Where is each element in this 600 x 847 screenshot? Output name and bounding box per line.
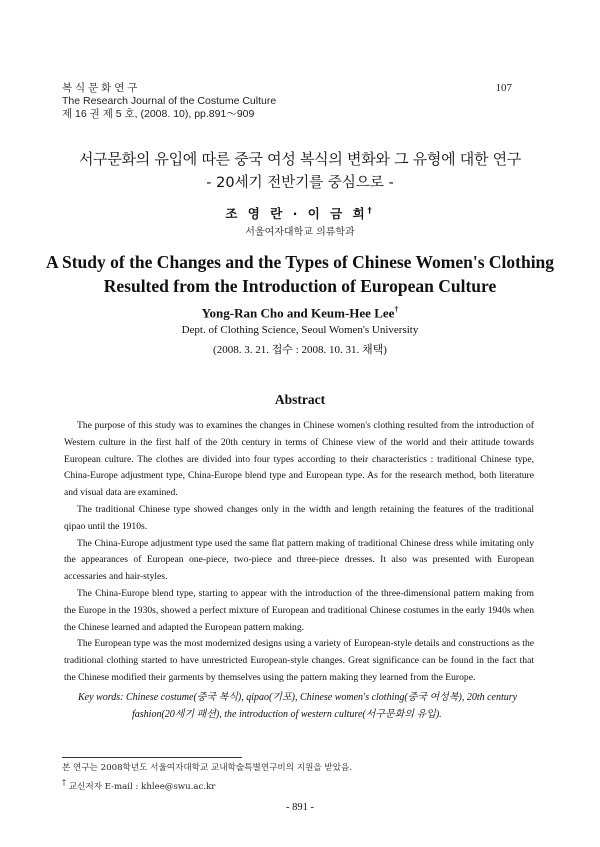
abstract-paragraph: The purpose of this study was to examines the changes in Chinese women's clothing resulted from the introduction of Western culture in the first half of the 20th century in terms of Chinese view of the world and their attitude towards European culture. The clothes are divided into four types according to their characteristics : traditional Chinese type, China-Europe adjustment type, China-Europe blend type and European type. As for the research method, both literature and visual data are examined.: [64, 420, 534, 499]
abstract-heading: Abstract: [274, 392, 326, 407]
english-affiliation: Dept. of Clothing Science, Seoul Women's University: [181, 324, 419, 336]
english-authors: [0, 305, 600, 321]
english-author-mark: †: [394, 305, 399, 314]
abstract-paragraph: The China-Europe adjustment type used the same flat pattern making of traditional Chinese dress while imitating only the appearances of European one-piece, two-piece and three-piece dresses. It also was presented with European accessaries and hair-styles.: [64, 537, 534, 583]
keywords-line2: fashion(20세기 패션), the introduction of western culture(서구문화의 유입).: [132, 709, 442, 720]
journal-english-name: The Research Journal of the Costume Culture: [62, 95, 277, 107]
abstract-paragraph: The European type was the most modernized designs using a variety of European-style details and constructions as the traditional clothing started to have unrestricted European-style changes. Great significance can be found in the fact that the Chinese modified their garments by themselves using the pattern making they learned from the Europe.: [64, 638, 534, 683]
page-number: 107: [495, 82, 512, 94]
journal-korean-name: 복 식 문 화 연 구: [62, 82, 138, 94]
abstract-paragraph: The traditional Chinese type showed changes only in the width and length retaining the features of the traditional qipao until the 1910s.: [64, 503, 534, 532]
volume-info: 제 16 권 제 5 호, (2008. 10), pp.891～909: [62, 108, 255, 120]
corresponding-footnote: [62, 776, 215, 794]
keywords: [78, 689, 548, 723]
footnote-divider: [62, 757, 242, 758]
korean-authors: [0, 204, 600, 222]
english-authors-names: Yong-Ran Cho and Keum-Hee Lee: [201, 305, 395, 321]
bottom-page-number: - 891 -: [286, 802, 314, 813]
corresponding-mark: †: [62, 778, 66, 787]
korean-author-mark: †: [367, 205, 375, 215]
funding-footnote: 본 연구는 2008학년도 서울여자대학교 교내학술특별연구비의 지원을 받았음.: [62, 763, 353, 773]
abstract-body: [64, 418, 534, 687]
english-title: [0, 250, 600, 298]
corresponding-email: 교신저자 E-mail : khlee@swu.ac.kr: [68, 781, 216, 792]
submission-dates: (2008. 3. 21. 접수 : 2008. 10. 31. 채택): [213, 344, 387, 356]
korean-title-line1: 서구문화의 유입에 따른 중국 여성 복식의 변화와 그 유형에 대한 연구: [78, 150, 521, 168]
english-title-line1: A Study of the Changes and the Types of Chinese Women's Clothing: [45, 252, 555, 272]
korean-authors-names: 조 영 란 · 이 금 희: [225, 206, 368, 221]
korean-affiliation: 서울여자대학교 의류학과: [245, 227, 355, 238]
keywords-line1: Key words: Chinese costume(중국 복식), qipao(기포), Chinese women's clothing(중국 여성복), 20th century: [78, 692, 518, 703]
english-title-line2: Resulted from the Introduction of European Culture: [103, 276, 497, 296]
abstract-paragraph: The China-Europe blend type, starting to appear with the introduction of the three-dimensional pattern making from the Europe in the 1930s, showed a perfect mixture of European and traditional Chinese costumes in the early 1940s when the Chinese learned and adapted the European pattern making.: [64, 587, 534, 633]
korean-title-line2: - 20세기 전반기를 중심으로 -: [206, 175, 394, 191]
